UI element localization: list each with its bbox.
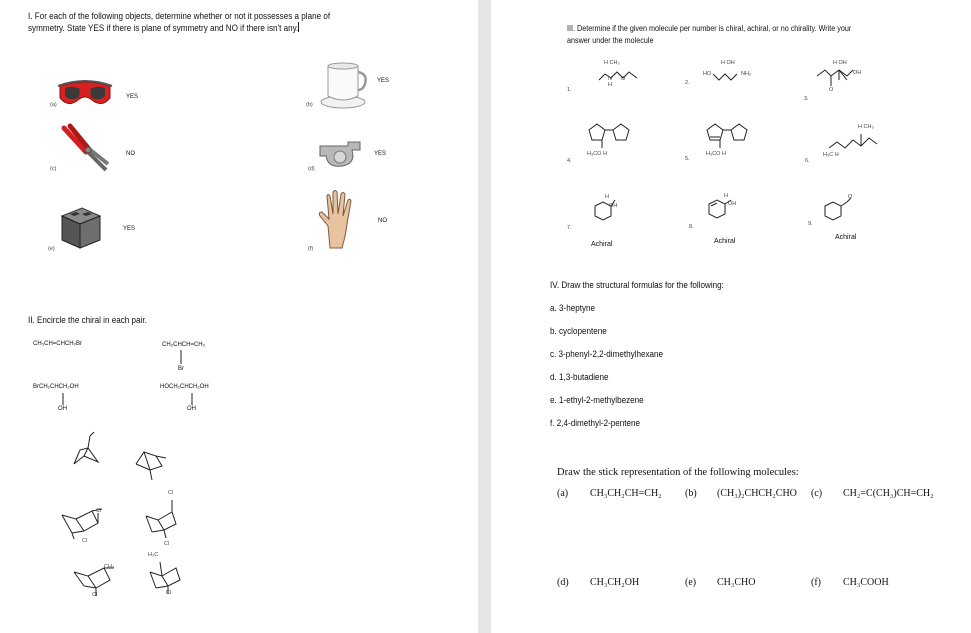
molecule-5-skeleton bbox=[703, 120, 753, 150]
item-label-c: (c) bbox=[50, 166, 57, 172]
h3c-label: H₃C bbox=[148, 552, 159, 558]
section2-title: II. Encircle the chiral in each pair. bbox=[28, 315, 147, 325]
molecule-1-o-label: O bbox=[621, 76, 626, 82]
molecule-4-label: H₃CO H bbox=[587, 151, 607, 157]
bond-line bbox=[180, 350, 182, 364]
left-document-page bbox=[0, 0, 478, 633]
stick-item-a-letter: (a) bbox=[557, 488, 569, 499]
goggles-icon bbox=[56, 76, 114, 110]
molecule-8-h-label: H bbox=[724, 193, 728, 199]
molecule-2-top-label: H OH bbox=[721, 60, 735, 66]
cinder-block-icon bbox=[58, 202, 104, 250]
right-document-page bbox=[491, 0, 971, 633]
stick-item-f-letter: (f) bbox=[811, 577, 821, 588]
molecule-6-label: H₃C H bbox=[823, 152, 839, 158]
molecule-7-oh-label: OH bbox=[609, 203, 618, 209]
pair2-right-substituent: OH bbox=[187, 406, 196, 412]
molecule-number-4: 4. bbox=[567, 158, 572, 164]
cl-label: Cl bbox=[96, 508, 102, 514]
molecule-6-skeleton bbox=[829, 130, 881, 152]
bond-line bbox=[191, 393, 193, 405]
section4-title: IV. Draw the structural formulas for the following: bbox=[550, 280, 724, 290]
molecule-number-9: 9. bbox=[808, 221, 813, 227]
ch3-label: CH₃ bbox=[104, 564, 115, 570]
molecule-2-ho-label: HO bbox=[703, 71, 712, 77]
molecule-3-skeleton bbox=[817, 66, 857, 90]
section3-title-line1: III. Determine if the given molecule per number is chiral, achiral, or no chirality. Write your bbox=[567, 24, 852, 33]
molecule-7-h-label: H bbox=[605, 194, 609, 200]
bicyclic-molecule-left bbox=[70, 428, 104, 468]
text-cursor bbox=[298, 22, 299, 32]
molecule-1-top-label: H CH₃ bbox=[604, 60, 620, 66]
cl-label: Cl bbox=[82, 538, 88, 544]
answer-7: Achiral bbox=[591, 241, 613, 248]
section4-item-b: b. cyclopentene bbox=[550, 326, 607, 336]
section4-item-d: d. 1,3-butadiene bbox=[550, 372, 609, 382]
molecule-number-3: 3. bbox=[804, 96, 809, 102]
molecule-3-o-label: O bbox=[829, 87, 834, 93]
molecule-number-7: 7. bbox=[567, 225, 572, 231]
section3-title-line2: answer under the molecule bbox=[567, 36, 654, 45]
answer-8: Achiral bbox=[714, 238, 736, 245]
stick-item-b-formula: (CH₃)₂CHCH₂CHO bbox=[717, 488, 797, 499]
molecule-number-2: 2. bbox=[685, 80, 690, 86]
pair2-left-formula: BrCH₂CHCH₂OH bbox=[33, 384, 79, 390]
stick-item-f-formula: CH₃COOH bbox=[843, 577, 889, 588]
molecule-3-oh-label: OH bbox=[853, 70, 862, 76]
stick-item-e-formula: CH₃CHO bbox=[717, 577, 756, 588]
molecule-5-label: H₃CO H bbox=[706, 151, 726, 157]
molecule-9-o-label: O bbox=[848, 194, 853, 200]
answer-e: YES bbox=[123, 226, 136, 232]
cyclohexane-chair-2 bbox=[142, 496, 182, 540]
item-label-b: (b) bbox=[306, 102, 313, 108]
section1-title-line1: I. For each of the following objects, determine whether or not it possesses a plane of bbox=[28, 11, 331, 21]
answer-c: NO bbox=[126, 151, 135, 157]
answer-d: YES bbox=[374, 151, 387, 157]
molecule-number-5: 5. bbox=[685, 156, 690, 162]
section4-item-e: e. 1-ethyl-2-methylbezene bbox=[550, 395, 644, 405]
stick-item-a-formula: CH₃CH₂CH=CH₂ bbox=[590, 488, 662, 499]
bond-line bbox=[62, 393, 64, 405]
whistle-icon bbox=[318, 138, 364, 170]
cl-label: Cl bbox=[168, 490, 174, 496]
pair2-left-substituent: OH bbox=[58, 406, 67, 412]
stick-item-c-letter: (c) bbox=[811, 488, 823, 499]
stick-item-d-letter: (d) bbox=[557, 577, 569, 588]
pliers-icon bbox=[60, 124, 112, 174]
cl-label: Cl bbox=[164, 541, 170, 547]
stick-item-c-formula: CH₂=C(CH₃)CH=CH₂ bbox=[843, 488, 934, 499]
section4-item-a: a. 3-heptyne bbox=[550, 303, 596, 313]
bicyclic-molecule-right bbox=[132, 438, 172, 482]
molecule-2-skeleton bbox=[713, 68, 743, 82]
item-label-f: (f) bbox=[308, 246, 314, 252]
section1-title-line2: symmetry. State YES if there is plane of symmetry and NO if there isn't any. bbox=[28, 23, 299, 33]
molecule-number-8: 8. bbox=[689, 224, 694, 230]
section4-item-f: f. 2,4-dimethyl-2-pentene bbox=[550, 418, 641, 428]
cl-label: Cl bbox=[92, 592, 98, 598]
mug-icon bbox=[318, 60, 368, 110]
section4-item-c: c. 3-phenyl-2,2-dimethylhexane bbox=[550, 349, 664, 359]
section5-title: Draw the stick representation of the following molecules: bbox=[557, 467, 799, 478]
molecule-2-nh2-label: NH₂ bbox=[741, 71, 752, 77]
pair1-left-formula: CH₃CH=CHCH₂Br bbox=[33, 341, 82, 347]
molecule-1-n-label: N bbox=[608, 76, 612, 82]
molecule-8-oh-label: OH bbox=[728, 201, 737, 207]
stick-item-b-letter: (b) bbox=[685, 488, 697, 499]
molecule-3-top-label: H OH bbox=[833, 60, 847, 66]
item-label-a: (a) bbox=[50, 102, 57, 108]
cl-label: Cl bbox=[166, 590, 172, 596]
molecule-number-1: 1. bbox=[567, 87, 572, 93]
answer-b: YES bbox=[377, 78, 390, 84]
molecule-1-h-label: H bbox=[608, 82, 612, 88]
answer-9: Achiral bbox=[835, 234, 857, 241]
stick-item-d-formula: CH₃CH₂OH bbox=[590, 577, 640, 588]
answer-f: NO bbox=[378, 218, 387, 224]
pair1-right-formula: CH₃CHCH=CH₂ bbox=[162, 342, 205, 348]
stick-item-e-letter: (e) bbox=[685, 577, 697, 588]
molecule-4-skeleton bbox=[585, 120, 633, 150]
pair1-right-substituent: Br bbox=[178, 366, 184, 372]
molecule-number-6: 6. bbox=[805, 158, 810, 164]
molecule-1-skeleton bbox=[599, 68, 641, 84]
hand-icon bbox=[316, 188, 356, 250]
molecule-9-skeleton bbox=[821, 196, 855, 224]
molecule-6-top-label: H CH₃ bbox=[858, 124, 874, 130]
pair2-right-formula: HOCH₂CHCH₂OH bbox=[160, 384, 209, 390]
answer-a: YES bbox=[126, 94, 139, 100]
item-label-e: (e) bbox=[48, 246, 55, 252]
item-label-d: (d) bbox=[308, 166, 315, 172]
